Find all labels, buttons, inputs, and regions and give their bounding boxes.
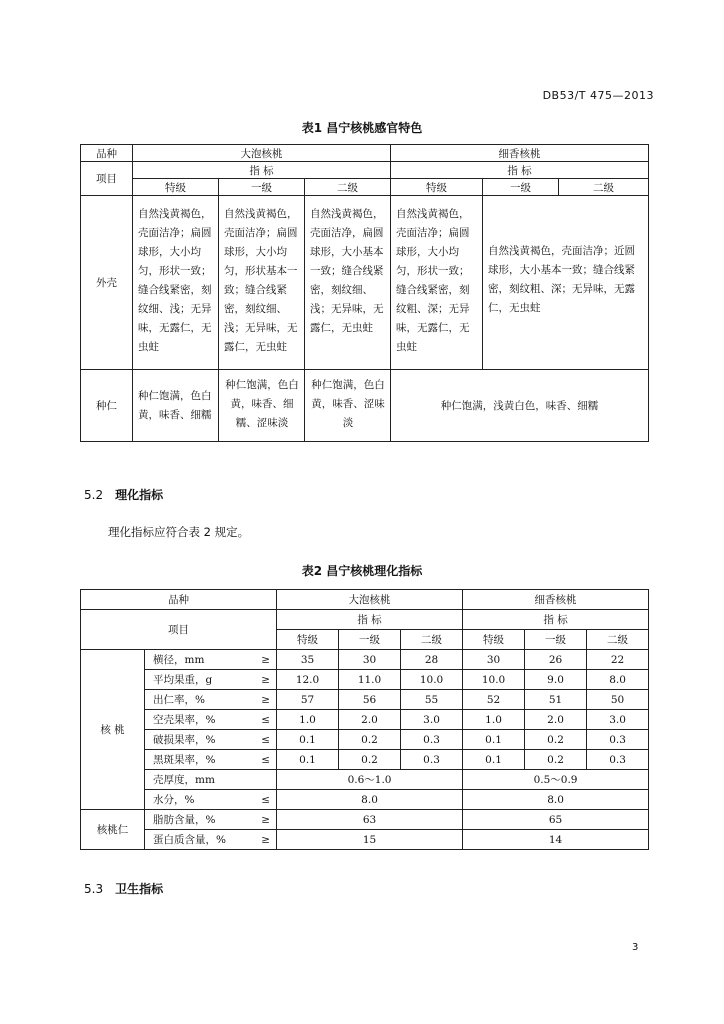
variety-label: 品种 [81, 590, 277, 610]
item-label: 项目 [81, 162, 133, 196]
variety-label: 品种 [81, 145, 133, 162]
cell-value: 1.0 [277, 710, 339, 730]
cell-value: 30 [463, 650, 525, 670]
cell-value: 2.0 [339, 710, 401, 730]
cell-value: 10.0 [463, 670, 525, 690]
grade-header: 二级 [559, 179, 649, 196]
variety-b-header: 细香核桃 [463, 590, 649, 610]
cell-value: 26 [525, 650, 587, 670]
index-label-b: 指 标 [463, 610, 649, 630]
table-row [81, 770, 649, 790]
shell-a-second: 自然浅黄褐色，壳面洁净，扁圆球形，大小基本一致；缝合线紧密，刻纹细、浅；无异味，无露仁，无虫蛀 [305, 196, 391, 370]
table-row [81, 730, 649, 750]
shell-b-other: 自然浅黄褐色，壳面洁净；近圆球形，大小基本一致；缝合线紧密，刻纹粗、深；无异味，无露仁，无虫蛀 [483, 196, 649, 370]
row-label: 黑斑果率，% [145, 750, 227, 770]
row-label: 蛋白质含量，% [145, 830, 227, 850]
cell-value: 22 [587, 650, 649, 670]
cell-value: 15 [277, 830, 463, 850]
section-number: 5.3 [84, 882, 104, 896]
row-operator: ≥ [227, 810, 277, 830]
cell-value: 57 [277, 690, 339, 710]
row-label-kernel: 种仁 [81, 370, 133, 442]
cell-value: 2.0 [525, 710, 587, 730]
cell-value: 10.0 [401, 670, 463, 690]
grade-header: 特级 [133, 179, 219, 196]
table-row [81, 650, 649, 670]
cell-value: 0.3 [401, 730, 463, 750]
table2-caption: 表2 昌宁核桃理化指标 [301, 564, 423, 578]
section-title: 理化指标 [115, 488, 164, 502]
row-label: 空壳果率，% [145, 710, 227, 730]
cell-value: 11.0 [339, 670, 401, 690]
row-label: 破损果率，% [145, 730, 227, 750]
cell-value: 35 [277, 650, 339, 670]
section-5-2-heading [84, 486, 163, 503]
kernel-b-all: 种仁饱满，浅黄白色，味香、细糯 [391, 370, 649, 442]
row-label: 壳厚度，mm [145, 770, 277, 790]
cell-value: 0.3 [587, 750, 649, 770]
table-row [81, 670, 649, 690]
row-label-shell: 外壳 [81, 196, 133, 370]
cell-value: 0.5～0.9 [463, 770, 649, 790]
row-label: 横径，mm [145, 650, 227, 670]
index-label-a: 指 标 [277, 610, 463, 630]
page-number: 3 [632, 942, 639, 953]
row-label: 脂肪含量，% [145, 810, 227, 830]
grade-header: 二级 [587, 630, 649, 650]
grade-header: 二级 [401, 630, 463, 650]
grade-header: 特级 [391, 179, 483, 196]
row-operator: ≤ [227, 730, 277, 750]
row-operator: ≤ [227, 710, 277, 730]
shell-b-special: 自然浅黄褐色，壳面洁净；扁圆球形，大小均匀，形状一致；缝合线紧密，刻纹粗、深；无异味，无露仁，无虫蛀 [391, 196, 483, 370]
group-kernel: 核桃仁 [81, 810, 145, 850]
cell-value: 9.0 [525, 670, 587, 690]
table-row [81, 690, 649, 710]
group-walnut: 核 桃 [81, 650, 145, 810]
kernel-a-special: 种仁饱满，色白黄，味香、细糯 [133, 370, 219, 442]
cell-value: 3.0 [587, 710, 649, 730]
cell-value: 1.0 [463, 710, 525, 730]
cell-value: 0.2 [525, 730, 587, 750]
kernel-a-second: 种仁饱满，色白黄，味香、涩味淡 [305, 370, 391, 442]
cell-value: 8.0 [587, 670, 649, 690]
cell-value: 55 [401, 690, 463, 710]
table-row [81, 790, 649, 810]
grade-header: 特级 [463, 630, 525, 650]
kernel-a-first: 种仁饱满，色白黄，味香、细糯、涩味淡 [219, 370, 305, 442]
grade-header: 一级 [525, 630, 587, 650]
cell-value: 28 [401, 650, 463, 670]
cell-value: 12.0 [277, 670, 339, 690]
cell-value: 8.0 [277, 790, 463, 810]
cell-value: 0.1 [277, 750, 339, 770]
cell-value: 0.1 [277, 730, 339, 750]
row-label: 出仁率，% [145, 690, 227, 710]
row-operator: ≥ [227, 670, 277, 690]
cell-value: 0.3 [401, 750, 463, 770]
cell-value: 0.2 [339, 730, 401, 750]
variety-a-header: 大泡核桃 [133, 145, 391, 162]
standard-code: DB53/T 475—2013 [542, 89, 654, 102]
grade-header: 二级 [305, 179, 391, 196]
cell-value: 0.2 [525, 750, 587, 770]
table-row [81, 750, 649, 770]
index-label-a: 指 标 [133, 162, 391, 179]
row-operator: ≤ [227, 790, 277, 810]
cell-value: 30 [339, 650, 401, 670]
cell-value: 14 [463, 830, 649, 850]
cell-value: 0.3 [587, 730, 649, 750]
section-5-2-text: 理化指标应符合表 2 规定。 [108, 525, 250, 539]
variety-a-header: 大泡核桃 [277, 590, 463, 610]
section-number: 5.2 [84, 488, 104, 502]
cell-value: 63 [277, 810, 463, 830]
section-5-3-heading [84, 880, 163, 897]
section-title: 卫生指标 [115, 882, 164, 896]
table-row [81, 810, 649, 830]
cell-value: 0.6～1.0 [277, 770, 463, 790]
row-operator: ≥ [227, 830, 277, 850]
cell-value: 0.2 [339, 750, 401, 770]
variety-b-header: 细香核桃 [391, 145, 649, 162]
grade-header: 一级 [219, 179, 305, 196]
shell-a-special: 自然浅黄褐色，壳面洁净；扁圆球形，大小均匀，形状一致；缝合线紧密，刻纹细、浅；无异味，无露仁，无虫蛀 [133, 196, 219, 370]
grade-header: 一级 [483, 179, 559, 196]
cell-value: 51 [525, 690, 587, 710]
grade-header: 一级 [339, 630, 401, 650]
cell-value: 56 [339, 690, 401, 710]
cell-value: 52 [463, 690, 525, 710]
shell-a-first: 自然浅黄褐色，壳面洁净；扁圆球形，大小均匀，形状基本一致；缝合线紧密，刻纹细、浅；无异味，无露仁，无虫蛀 [219, 196, 305, 370]
table-row [81, 710, 649, 730]
cell-value: 0.1 [463, 730, 525, 750]
table1-caption: 表1 昌宁核桃感官特色 [301, 121, 423, 135]
row-operator: ≥ [227, 650, 277, 670]
grade-header: 特级 [277, 630, 339, 650]
cell-value: 8.0 [463, 790, 649, 810]
row-label: 水分，% [145, 790, 227, 810]
table-row [81, 830, 649, 850]
row-label: 平均果重，g [145, 670, 227, 690]
cell-value: 0.1 [463, 750, 525, 770]
cell-value: 50 [587, 690, 649, 710]
index-label-b: 指 标 [391, 162, 649, 179]
sensory-table [80, 144, 649, 442]
cell-value: 65 [463, 810, 649, 830]
row-operator: ≤ [227, 750, 277, 770]
cell-value: 3.0 [401, 710, 463, 730]
row-operator: ≥ [227, 690, 277, 710]
item-label: 项目 [81, 610, 277, 650]
physicochemical-table [80, 589, 649, 850]
